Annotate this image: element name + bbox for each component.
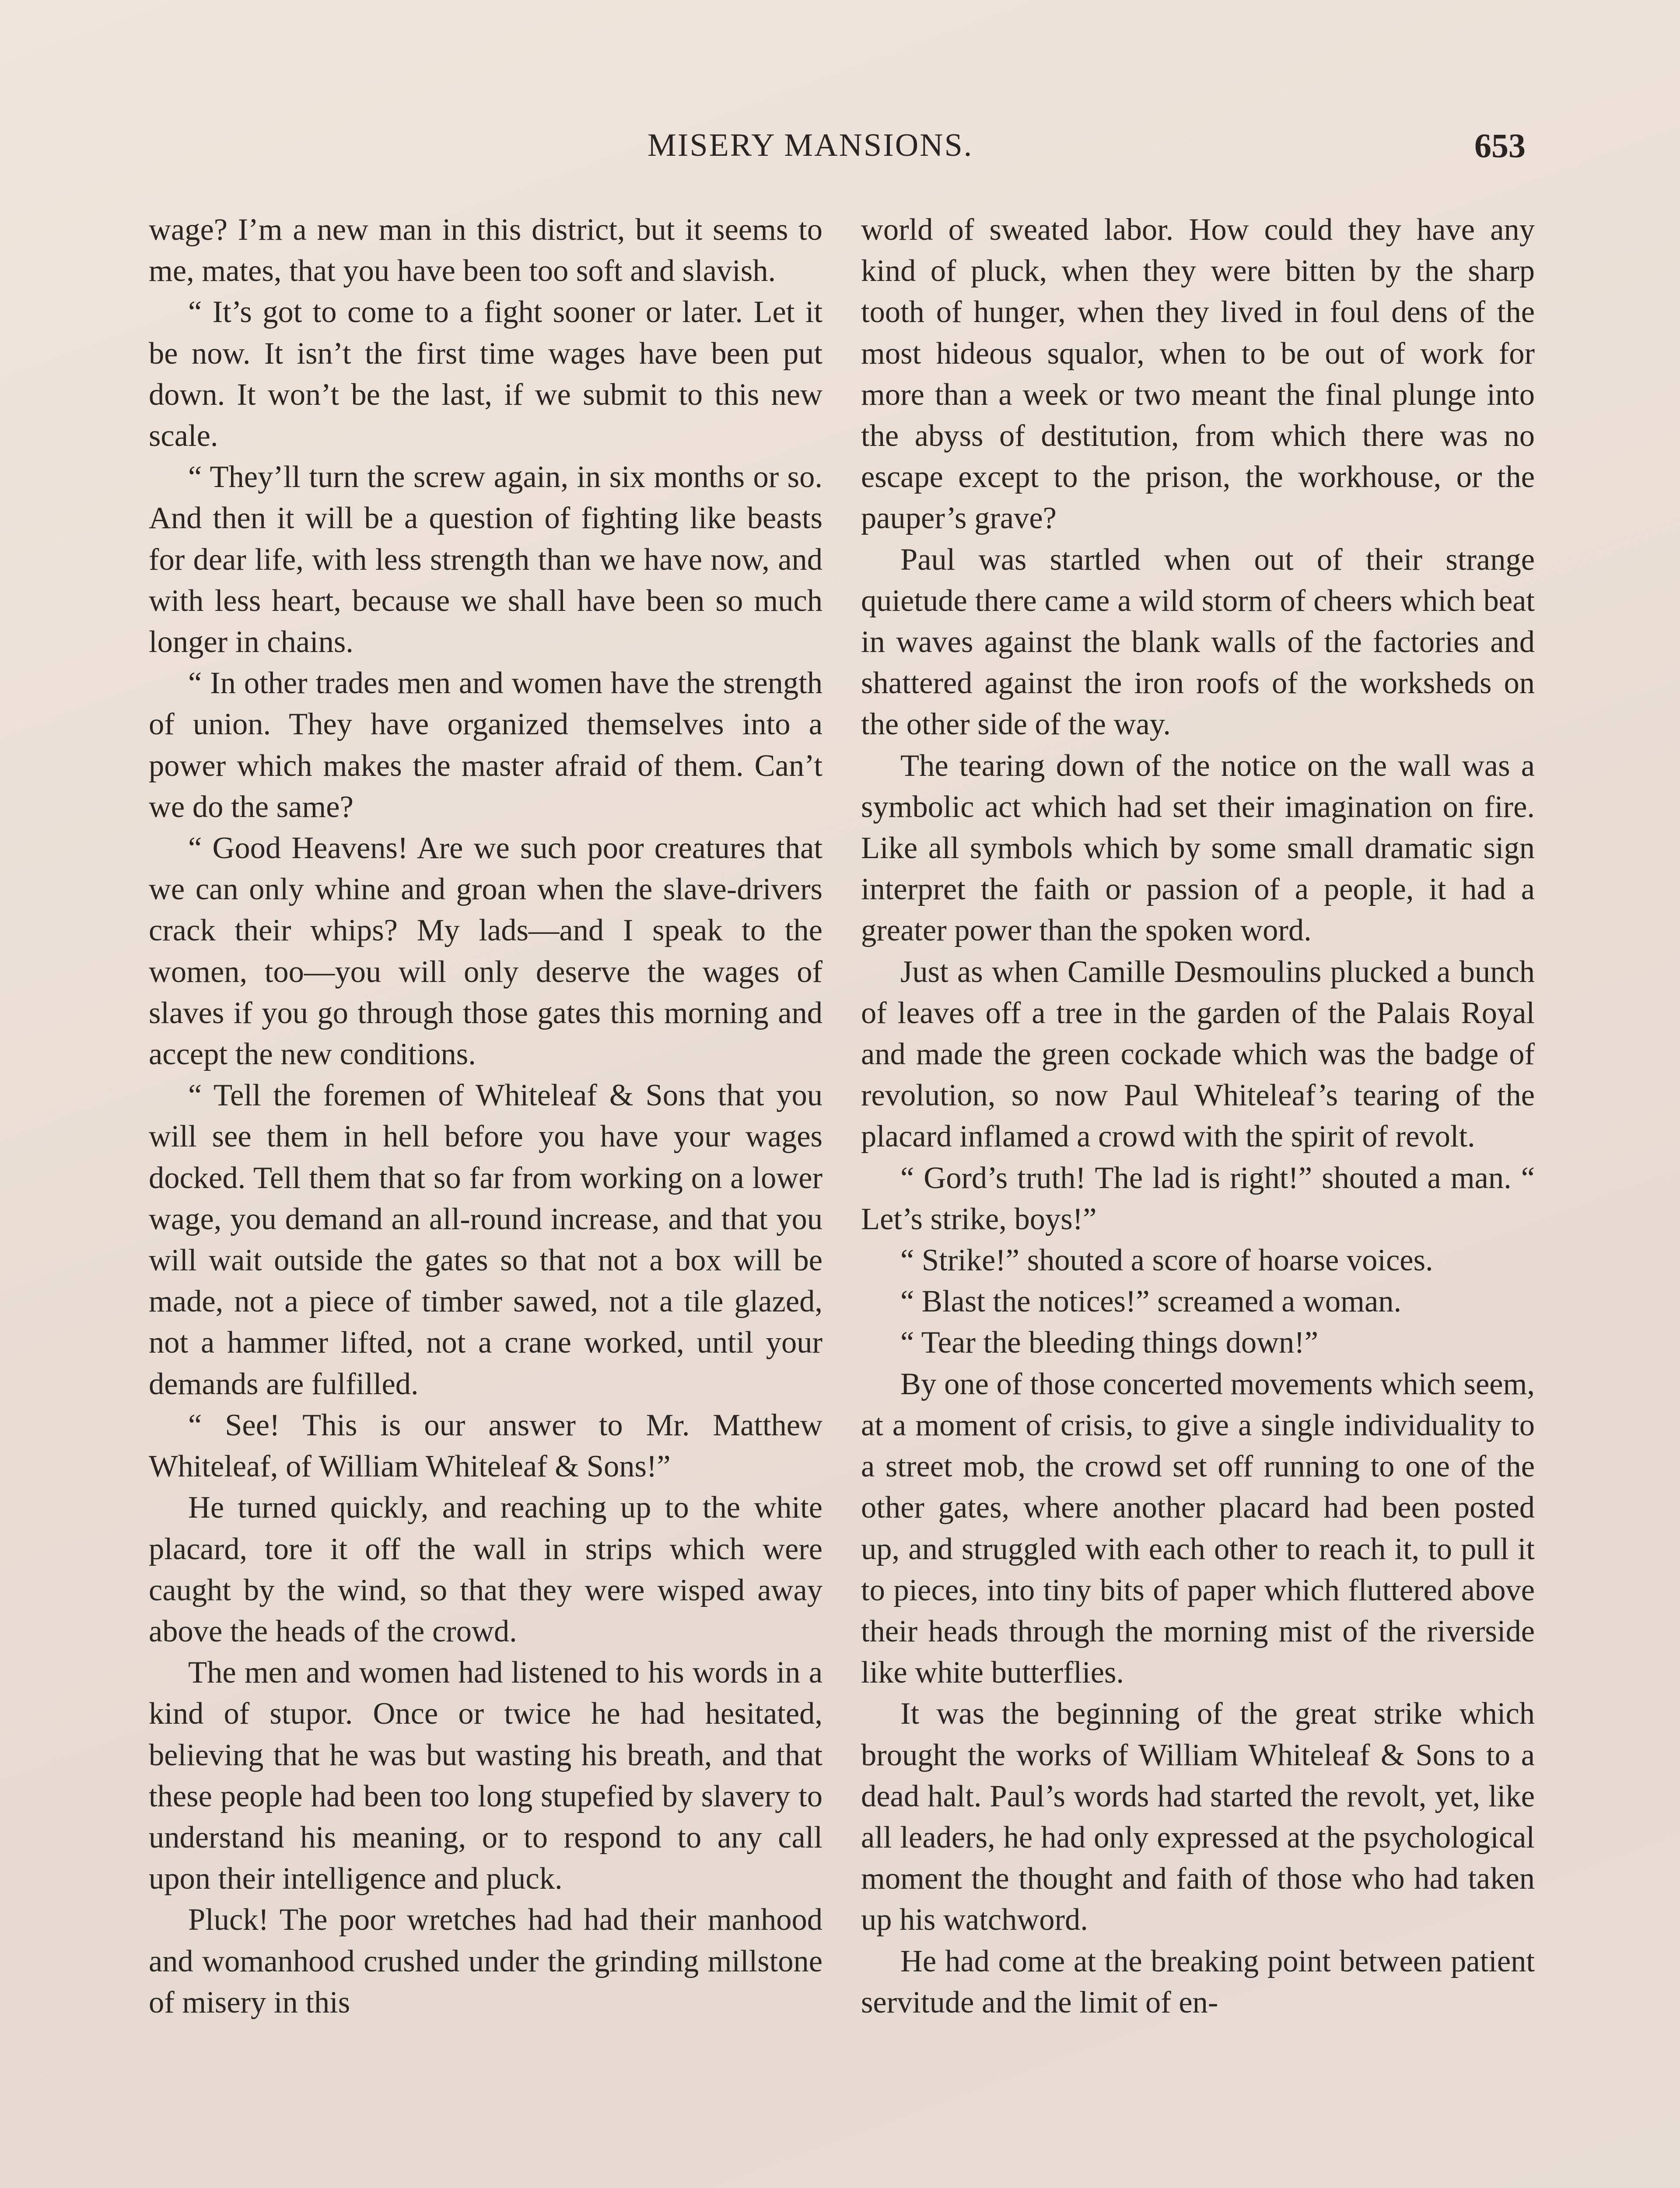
paragraph: Paul was startled when out of their strange quietude there came a wild storm of cheers which beat in waves against the blank walls of the factories and shattered against the iron roofs of the worksheds on the other side of the way. — [861, 542, 1535, 742]
paragraph: “ Good Heavens! Are we such poor creatures that we can only whine and groan when the slave-drivers crack their whips? My lads—and I speak to the women, too—you will only deserve the wages of slaves if you go through those gates this morning and accept the new conditions. — [149, 831, 822, 1072]
paragraph: The men and women had listened to his words in a kind of stupor. Once or twice he had hesitated, believing that he was but wasting his breath, and that these people had been too long stupefied by slavery to understand his meaning, or to respond to any call upon their intelligence and pluck. — [149, 1655, 822, 1896]
paragraph: Pluck! The poor wretches had had their manhood and womanhood crushed under the grinding millstone of misery in this — [149, 1903, 822, 2020]
paragraph: “ In other trades men and women have the strength of union. They have organized themselves into a power which makes the master afraid of them. Can’t we do the same? — [149, 666, 822, 824]
paragraph: “ Blast the notices!” screamed a woman. — [900, 1284, 1402, 1319]
paragraph: wage? I’m a new man in this district, but it seems to me, mates, that you have been too soft and slavish. — [149, 213, 822, 288]
paragraph: “ It’s got to come to a fight sooner or later. Let it be now. It isn’t the first time wages have been put down. It won’t be the last, if we submit to this new scale. — [149, 295, 822, 453]
running-title: MISERY MANSIONS. — [648, 127, 973, 163]
paragraph: “ Tear the bleeding things down!” — [900, 1325, 1319, 1360]
right-column — [861, 209, 1535, 2023]
paragraph: He had come at the breaking point between patient servitude and the limit of en- — [861, 1944, 1535, 2020]
paragraph: It was the beginning of the great strike which brought the works of William Whiteleaf & Sons to a dead halt. Paul’s words had started the revolt, yet, like all leaders, he had only expressed at the psychological moment the thought and faith of those who had taken up his watchword. — [861, 1697, 1535, 1937]
paragraph: He turned quickly, and reaching up to the white placard, tore it off the wall in strips which were caught by the wind, so that they were wisped away above the heads of the crowd. — [149, 1490, 822, 1648]
paragraph: “ Strike!” shouted a score of hoarse voices. — [900, 1243, 1433, 1278]
paragraph: “ They’ll turn the screw again, in six months or so. And then it will be a question of fighting like beasts for dear life, with less strength than we have now, and with less heart, because we shall have been so much longer in chains. — [149, 460, 822, 659]
paragraph: The tearing down of the notice on the wall was a symbolic act which had set their imagination on fire. Like all symbols which by some small dramatic sign interpret the faith or passion of a people, it had a greater power than the spoken word. — [861, 748, 1535, 948]
paragraph: world of sweated labor. How could they have any kind of pluck, when they were bitten by the sharp tooth of hunger, when they lived in foul dens of the most hideous squalor, when to be out of work for more than a week or two meant the final plunge into the abyss of destitution, from which there was no escape except to the prison, the workhouse, or the pauper’s grave? — [861, 213, 1535, 536]
paragraph: By one of those concerted movements which seem, at a moment of crisis, to give a single individuality to a street mob, the crowd set off running to one of the other gates, where another placard had been posted up, and struggled with each other to reach it, to pull it to pieces, into tiny bits of paper which fluttered above their heads through the morning mist of the riverside like white butterflies. — [861, 1367, 1535, 1690]
paragraph: “ Gord’s truth! The lad is right!” shouted a man. “ Let’s strike, boys!” — [861, 1161, 1535, 1236]
left-column — [149, 209, 822, 2023]
paragraph: “ Tell the foremen of Whiteleaf & Sons that you will see them in hell before you have your wages docked. Tell them that so far from working on a lower wage, you demand an all-round increase, and that you will wait outside the gates so that not a box will be made, not a piece of timber sawed, not a tile glazed, not a hammer lifted, not a crane worked, until your demands are fulfilled. — [149, 1078, 822, 1401]
paragraph: Just as when Camille Desmoulins plucked a bunch of leaves off a tree in the garden of the Palais Royal and made the green cockade which was the badge of revolution, so now Paul Whiteleaf’s tearing of the placard inflamed a crowd with the spirit of revolt. — [861, 954, 1535, 1154]
paragraph: “ See! This is our answer to Mr. Matthew Whiteleaf, of William Whiteleaf & Sons!” — [149, 1408, 822, 1484]
page-number: 653 — [1474, 126, 1526, 165]
